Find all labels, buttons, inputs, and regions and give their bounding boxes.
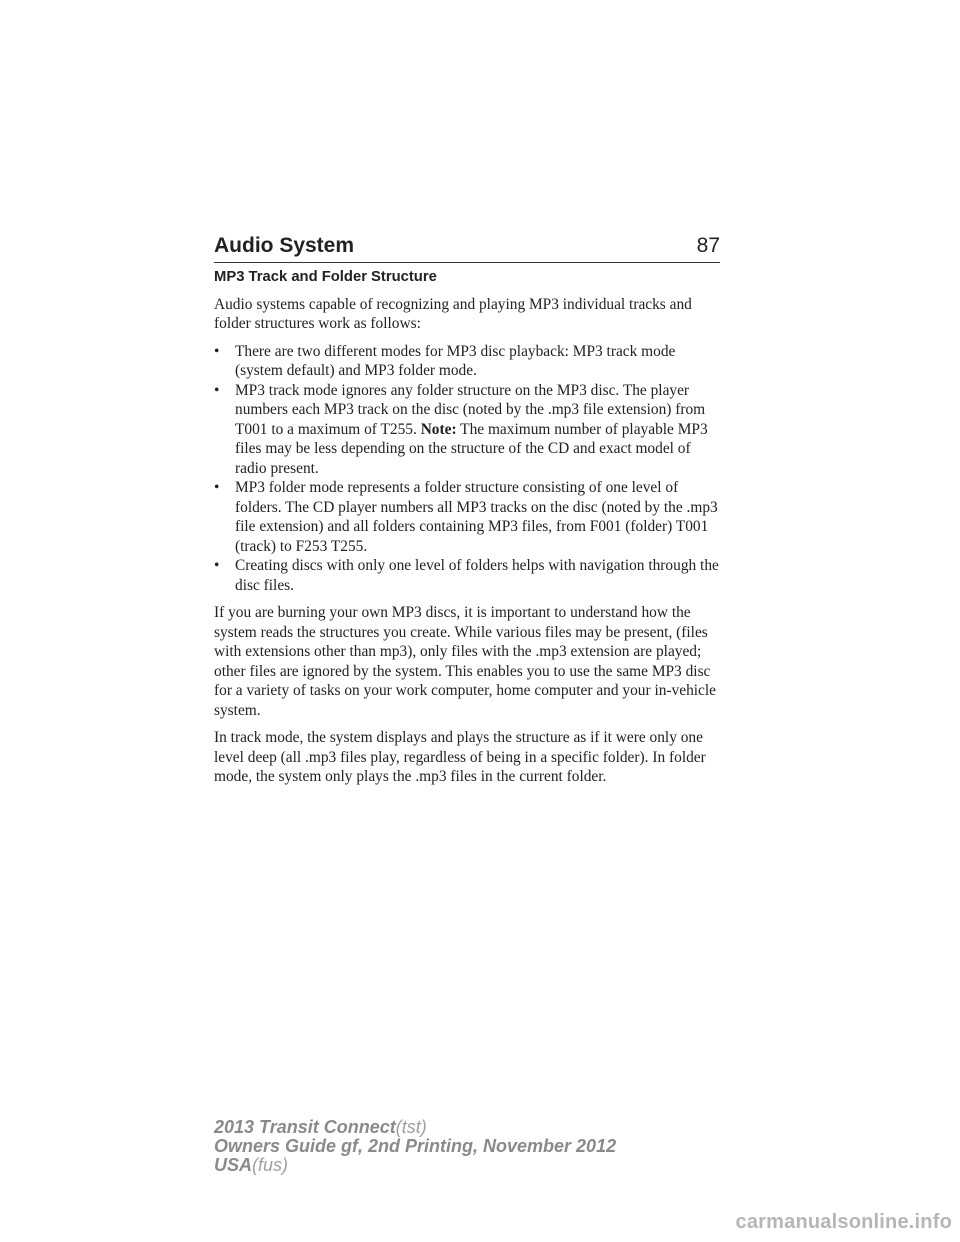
footer-model: 2013 Transit Connect: [214, 1117, 396, 1137]
note-text: The maximum number of playable MP3 files may be less depending on the structure of the CD and exact model of radio present.: [235, 420, 708, 477]
bullet-icon: •: [214, 557, 220, 574]
page-footer: [214, 1118, 616, 1175]
list-item: [214, 342, 720, 381]
track-mode-paragraph: In track mode, the system displays and plays the structure as if it were only one level deep (all .mp3 files play, regardless of being in a specific folder). In folder mode, the system only plays the .mp3 files in the current folder.: [214, 729, 706, 785]
bullet-icon: •: [214, 381, 220, 399]
note-label: Note:: [420, 420, 457, 438]
list-item-text: There are two different modes for MP3 disc playback: MP3 track mode (system default) and MP3 folder mode.: [235, 342, 676, 379]
watermark: carmanualsonline.info: [735, 1211, 952, 1233]
list-item-text: Creating discs with only one level of folders helps with navigation through the disc files.: [235, 557, 719, 594]
footer-market: USA: [214, 1155, 253, 1175]
footer-line-market: [214, 1156, 616, 1175]
section-title: Audio System: [214, 234, 355, 257]
bullet-icon: •: [214, 342, 220, 360]
section-heading: MP3 Track and Folder Structure: [214, 269, 437, 285]
list-item: [214, 478, 720, 556]
burning-discs-paragraph: If you are burning your own MP3 discs, it is important to understand how the system reads the structures you create. While various files may be present, (files with extensions other than mp3), only files with the .mp3 extension are played; other files are ignored by the system. This enables you to use the same MP3 disc for a variety of tasks on your work computer, home computer and your in-vehicle system.: [214, 604, 716, 719]
footer-market-code: (fus): [252, 1155, 289, 1175]
page-number: 87: [696, 234, 720, 257]
bullet-list: [214, 342, 720, 596]
intro-paragraph: Audio systems capable of recognizing and playing MP3 individual tracks and folder structures work as follows:: [214, 295, 692, 332]
list-item-text: MP3 folder mode represents a folder structure consisting of one level of folders. The CD player numbers all MP3 tracks on the disc (noted by the .mp3 file extension) and all folders containing MP3 files, from F001 (folder) T001 (track) to F253 T255.: [235, 479, 718, 555]
footer-guide: Owners Guide gf, 2nd Printing, November 2012: [214, 1136, 617, 1156]
page-header: [214, 228, 720, 263]
bullet-icon: •: [214, 479, 220, 496]
list-item-text: MP3 track mode ignores any folder structure on the MP3 disc. The player numbers each MP3 track on the disc (noted by the .mp3 file extension) from T001 to a maximum of T255.: [235, 381, 706, 438]
footer-line-model: [214, 1118, 616, 1137]
page-content: [214, 268, 720, 795]
list-item: [214, 556, 720, 595]
footer-line-guide: [214, 1137, 616, 1156]
footer-model-code: (tst): [395, 1117, 427, 1137]
list-item: [214, 381, 720, 479]
